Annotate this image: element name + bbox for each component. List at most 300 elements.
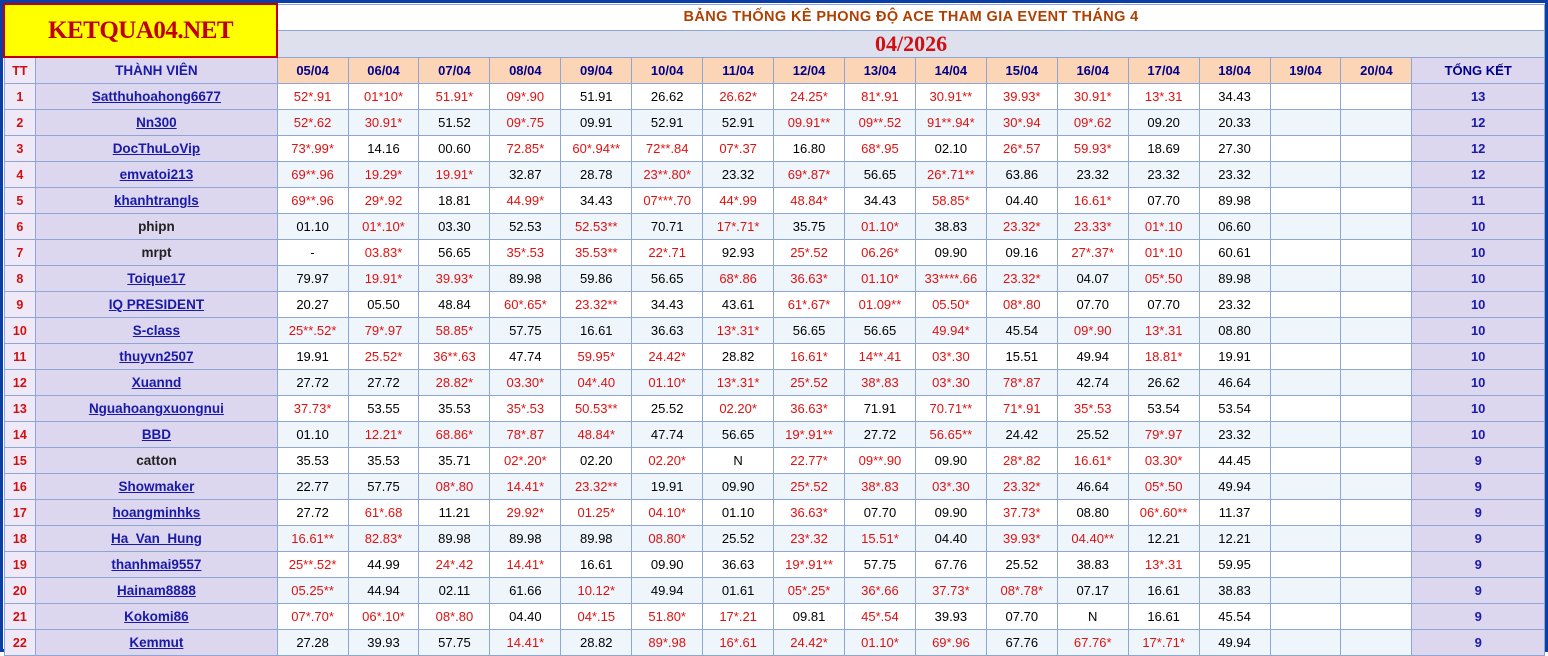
result-cell: 02.10 xyxy=(915,136,986,162)
result-cell: 23**.80* xyxy=(632,162,703,188)
row-index: 8 xyxy=(4,266,36,292)
result-cell: 20.33 xyxy=(1199,110,1270,136)
member-name[interactable]: Ha_Van_Hung xyxy=(36,526,277,552)
table-row xyxy=(4,474,1545,500)
result-cell: 47.74 xyxy=(490,344,561,370)
result-cell: 08.80* xyxy=(632,526,703,552)
result-cell: 34.43 xyxy=(561,188,632,214)
result-cell: 68.86* xyxy=(419,422,490,448)
table-row xyxy=(4,162,1545,188)
member-name[interactable]: IQ PRESIDENT xyxy=(36,292,277,318)
result-cell: 48.84* xyxy=(774,188,845,214)
result-cell: 18.69 xyxy=(1128,136,1199,162)
result-cell: 01.25* xyxy=(561,500,632,526)
row-total: 9 xyxy=(1412,630,1545,656)
result-cell: 25.52 xyxy=(632,396,703,422)
result-cell: 13*.31 xyxy=(1128,84,1199,110)
row-index: 21 xyxy=(4,604,36,630)
result-cell: 51.91 xyxy=(561,84,632,110)
column-header-3[interactable]: 06/04 xyxy=(348,57,419,84)
result-cell: 09*.62 xyxy=(1057,110,1128,136)
member-name[interactable]: Xuannd xyxy=(36,370,277,396)
result-cell: 03.30 xyxy=(419,214,490,240)
result-cell: 39.93 xyxy=(348,630,419,656)
result-cell: 53.55 xyxy=(348,396,419,422)
row-total: 12 xyxy=(1412,110,1545,136)
result-cell: 28.82 xyxy=(561,630,632,656)
result-cell xyxy=(1270,604,1341,630)
result-cell: 19.91 xyxy=(1199,344,1270,370)
result-cell: 25**.52* xyxy=(277,552,348,578)
row-index: 11 xyxy=(4,344,36,370)
column-header-11[interactable]: 14/04 xyxy=(915,57,986,84)
result-cell: 09.91 xyxy=(561,110,632,136)
result-cell: 68*.86 xyxy=(703,266,774,292)
result-cell: 69*.96 xyxy=(915,630,986,656)
result-cell: 35.75 xyxy=(774,214,845,240)
row-index: 13 xyxy=(4,396,36,422)
result-cell: 45.54 xyxy=(986,318,1057,344)
result-cell xyxy=(1270,84,1341,110)
result-cell: 38*.83 xyxy=(845,474,916,500)
result-cell: 23.32 xyxy=(1199,292,1270,318)
report-month: 04/2026 xyxy=(277,30,1544,57)
result-cell: 01.10* xyxy=(845,266,916,292)
result-cell: 27.72 xyxy=(277,370,348,396)
result-cell: 12.21* xyxy=(348,422,419,448)
column-header-10[interactable]: 13/04 xyxy=(845,57,916,84)
result-cell: 28.82* xyxy=(419,370,490,396)
result-cell: 44.99 xyxy=(348,552,419,578)
table-row xyxy=(4,526,1545,552)
column-header-16[interactable]: 19/04 xyxy=(1270,57,1341,84)
result-cell: 22*.71 xyxy=(632,240,703,266)
member-name[interactable]: Kemmut xyxy=(36,630,277,656)
table-row xyxy=(4,266,1545,292)
result-cell: 58.85* xyxy=(915,188,986,214)
result-cell: 01.10* xyxy=(845,630,916,656)
result-cell xyxy=(1341,110,1412,136)
result-cell: 23.32 xyxy=(703,162,774,188)
result-cell: 57.75 xyxy=(845,552,916,578)
result-cell: 89*.98 xyxy=(632,630,703,656)
row-total: 10 xyxy=(1412,266,1545,292)
result-cell: 29.92* xyxy=(490,500,561,526)
result-cell: N xyxy=(703,448,774,474)
result-cell: 37.73* xyxy=(277,396,348,422)
result-cell: 25.52 xyxy=(1057,422,1128,448)
member-name[interactable]: khanhtrangls xyxy=(36,188,277,214)
result-cell: 07.70 xyxy=(845,500,916,526)
result-cell: 49.94 xyxy=(1057,344,1128,370)
result-cell: 16*.61 xyxy=(703,630,774,656)
result-cell: 82.83* xyxy=(348,526,419,552)
result-cell: 35.53** xyxy=(561,240,632,266)
result-cell: 38.83 xyxy=(1199,578,1270,604)
result-cell: 27.72 xyxy=(348,370,419,396)
result-cell xyxy=(1270,474,1341,500)
table-row xyxy=(4,318,1545,344)
member-name[interactable]: thanhmai9557 xyxy=(36,552,277,578)
result-cell xyxy=(1270,396,1341,422)
result-cell: 04.40 xyxy=(490,604,561,630)
result-cell: 15.51 xyxy=(986,344,1057,370)
member-name[interactable]: thuyvn2507 xyxy=(36,344,277,370)
result-cell: 23.33* xyxy=(1057,214,1128,240)
result-cell xyxy=(1270,578,1341,604)
result-cell: 14.41* xyxy=(490,552,561,578)
member-name[interactable]: S-class xyxy=(36,318,277,344)
result-cell: 28.82 xyxy=(703,344,774,370)
table-row xyxy=(4,214,1545,240)
member-name[interactable]: phipn xyxy=(36,214,277,240)
result-cell: 16.61** xyxy=(277,526,348,552)
result-cell: 05*.50 xyxy=(1128,266,1199,292)
row-index: 22 xyxy=(4,630,36,656)
result-cell: 07.70 xyxy=(1128,292,1199,318)
result-cell: 79.97 xyxy=(277,266,348,292)
result-cell: 09*.75 xyxy=(490,110,561,136)
result-cell: 50.53** xyxy=(561,396,632,422)
result-cell: 46.64 xyxy=(1057,474,1128,500)
result-cell: 11.21 xyxy=(419,500,490,526)
result-cell xyxy=(1270,188,1341,214)
result-cell: 45.54 xyxy=(1199,604,1270,630)
result-cell: 53.54 xyxy=(1199,396,1270,422)
result-cell: 56.65 xyxy=(774,318,845,344)
column-header-9[interactable]: 12/04 xyxy=(774,57,845,84)
result-cell: 37.73* xyxy=(986,500,1057,526)
result-cell xyxy=(1341,84,1412,110)
result-cell: 35*.53 xyxy=(490,240,561,266)
result-cell: 09.81 xyxy=(774,604,845,630)
result-cell: 01*.10 xyxy=(1128,240,1199,266)
table-row xyxy=(4,84,1545,110)
member-name[interactable]: Hainam8888 xyxy=(36,578,277,604)
row-total: 10 xyxy=(1412,292,1545,318)
result-cell: 60*.94** xyxy=(561,136,632,162)
column-header-14[interactable]: 17/04 xyxy=(1128,57,1199,84)
row-total: 12 xyxy=(1412,162,1545,188)
row-total: 9 xyxy=(1412,526,1545,552)
result-cell: 23.32* xyxy=(986,266,1057,292)
result-cell xyxy=(1270,422,1341,448)
row-index: 15 xyxy=(4,448,36,474)
result-cell xyxy=(1341,422,1412,448)
member-name[interactable]: Toique17 xyxy=(36,266,277,292)
result-cell: 67.76 xyxy=(915,552,986,578)
result-cell: 79*.97 xyxy=(1128,422,1199,448)
result-cell: 49.94 xyxy=(1199,630,1270,656)
result-cell: 56.65 xyxy=(845,318,916,344)
result-cell: 13*.31 xyxy=(1128,318,1199,344)
column-header-15[interactable]: 18/04 xyxy=(1199,57,1270,84)
member-name[interactable]: hoangminhks xyxy=(36,500,277,526)
result-cell: 51.52 xyxy=(419,110,490,136)
result-cell: 45*.54 xyxy=(845,604,916,630)
result-cell: 13*.31* xyxy=(703,318,774,344)
column-header-13[interactable]: 16/04 xyxy=(1057,57,1128,84)
result-cell: 78*.87 xyxy=(490,422,561,448)
result-cell: 16.61 xyxy=(1128,578,1199,604)
result-cell: 24.25* xyxy=(774,84,845,110)
row-total: 10 xyxy=(1412,396,1545,422)
column-header-4[interactable]: 07/04 xyxy=(419,57,490,84)
member-name[interactable]: emvatoi213 xyxy=(36,162,277,188)
result-cell: 11.37 xyxy=(1199,500,1270,526)
result-cell: - xyxy=(277,240,348,266)
result-cell: 34.43 xyxy=(632,292,703,318)
result-cell: 61*.68 xyxy=(348,500,419,526)
result-cell: 51.80* xyxy=(632,604,703,630)
result-cell: 06.26* xyxy=(845,240,916,266)
result-cell: 27.30 xyxy=(1199,136,1270,162)
result-cell: 49.94* xyxy=(915,318,986,344)
result-cell: 17*.71* xyxy=(1128,630,1199,656)
row-total: 9 xyxy=(1412,552,1545,578)
column-header-8[interactable]: 11/04 xyxy=(703,57,774,84)
table-row xyxy=(4,240,1545,266)
result-cell: 58.85* xyxy=(419,318,490,344)
result-cell xyxy=(1270,344,1341,370)
result-cell: 08.80 xyxy=(1057,500,1128,526)
result-cell: 08*.80 xyxy=(986,292,1057,318)
result-cell: 09.16 xyxy=(986,240,1057,266)
result-cell: 04.40** xyxy=(1057,526,1128,552)
result-cell: 17*.21 xyxy=(703,604,774,630)
result-cell: 89.98 xyxy=(1199,188,1270,214)
row-index: 14 xyxy=(4,422,36,448)
result-cell: 01*.10* xyxy=(348,214,419,240)
result-cell: 12.21 xyxy=(1128,526,1199,552)
result-cell: 72.85* xyxy=(490,136,561,162)
result-cell: 09*.90 xyxy=(1057,318,1128,344)
result-cell: 09.90 xyxy=(703,474,774,500)
result-cell: 26.62 xyxy=(632,84,703,110)
column-header-5[interactable]: 08/04 xyxy=(490,57,561,84)
result-cell: 03*.30 xyxy=(915,344,986,370)
result-cell: 36.63* xyxy=(774,500,845,526)
column-header-12[interactable]: 15/04 xyxy=(986,57,1057,84)
result-cell: 25.52 xyxy=(986,552,1057,578)
result-cell xyxy=(1341,396,1412,422)
result-cell: 01.10 xyxy=(277,214,348,240)
row-index: 4 xyxy=(4,162,36,188)
result-cell: 38*.83 xyxy=(845,370,916,396)
result-cell: 03.83* xyxy=(348,240,419,266)
member-name[interactable]: Nn300 xyxy=(36,110,277,136)
member-name[interactable]: Kokomi86 xyxy=(36,604,277,630)
result-cell: 14.16 xyxy=(348,136,419,162)
result-cell: 25*.52 xyxy=(774,370,845,396)
row-index: 18 xyxy=(4,526,36,552)
result-cell xyxy=(1270,240,1341,266)
result-cell: 29*.92 xyxy=(348,188,419,214)
result-cell xyxy=(1270,292,1341,318)
result-cell: 30.91** xyxy=(915,84,986,110)
member-name[interactable]: DocThuLoVip xyxy=(36,136,277,162)
column-header-0[interactable]: TT xyxy=(4,57,36,84)
result-cell: 07*.70* xyxy=(277,604,348,630)
table-row xyxy=(4,344,1545,370)
result-cell xyxy=(1341,292,1412,318)
result-cell: 19*.91** xyxy=(774,422,845,448)
result-cell: 19.91* xyxy=(348,266,419,292)
column-header-18[interactable]: TỔNG KẾT xyxy=(1412,57,1545,84)
result-cell: 23.32 xyxy=(1199,162,1270,188)
row-index: 10 xyxy=(4,318,36,344)
result-cell: 23.32 xyxy=(1199,422,1270,448)
result-cell: 70.71 xyxy=(632,214,703,240)
result-cell: 16.61* xyxy=(1057,448,1128,474)
row-index: 17 xyxy=(4,500,36,526)
column-header-1[interactable]: THÀNH VIÊN xyxy=(36,57,277,84)
result-cell: 72**.84 xyxy=(632,136,703,162)
result-cell: 79*.97 xyxy=(348,318,419,344)
result-cell: 14**.41 xyxy=(845,344,916,370)
result-cell xyxy=(1270,370,1341,396)
result-cell: 03*.30 xyxy=(915,474,986,500)
result-cell: 92.93 xyxy=(703,240,774,266)
result-cell: 22.77 xyxy=(277,474,348,500)
result-cell: 81*.91 xyxy=(845,84,916,110)
result-cell: 24.42* xyxy=(632,344,703,370)
result-cell: 36.63* xyxy=(774,266,845,292)
result-cell: 07***.70 xyxy=(632,188,703,214)
result-cell: 35.71 xyxy=(419,448,490,474)
result-cell: 23.32* xyxy=(986,474,1057,500)
result-cell: 04*.15 xyxy=(561,604,632,630)
result-cell: 89.98 xyxy=(490,526,561,552)
result-cell xyxy=(1341,370,1412,396)
result-cell: 38.83 xyxy=(1057,552,1128,578)
result-cell: 67.76 xyxy=(986,630,1057,656)
result-cell: 16.80 xyxy=(774,136,845,162)
result-cell: 39.93* xyxy=(986,526,1057,552)
result-cell xyxy=(1270,136,1341,162)
result-cell: 08*.80 xyxy=(419,604,490,630)
result-cell: 59.93* xyxy=(1057,136,1128,162)
row-index: 16 xyxy=(4,474,36,500)
member-name[interactable]: catton xyxy=(36,448,277,474)
row-total: 9 xyxy=(1412,578,1545,604)
result-cell xyxy=(1270,162,1341,188)
result-cell: 39.93 xyxy=(915,604,986,630)
result-cell: 73*.99* xyxy=(277,136,348,162)
result-cell: 68*.95 xyxy=(845,136,916,162)
result-cell: 16.61 xyxy=(1128,604,1199,630)
result-cell: 03*.30 xyxy=(915,370,986,396)
result-cell xyxy=(1341,136,1412,162)
member-name[interactable]: mrpt xyxy=(36,240,277,266)
column-header-6[interactable]: 09/04 xyxy=(561,57,632,84)
member-name[interactable]: Showmaker xyxy=(36,474,277,500)
result-cell xyxy=(1270,500,1341,526)
result-cell: 19*.91** xyxy=(774,552,845,578)
table-row xyxy=(4,370,1545,396)
row-index: 3 xyxy=(4,136,36,162)
result-cell: 09.90 xyxy=(632,552,703,578)
result-cell: 25*.52 xyxy=(774,240,845,266)
column-header-7[interactable]: 10/04 xyxy=(632,57,703,84)
result-cell: 56.65** xyxy=(915,422,986,448)
result-cell xyxy=(1341,500,1412,526)
result-cell: 03.30* xyxy=(490,370,561,396)
table-row xyxy=(4,552,1545,578)
result-cell: 27.28 xyxy=(277,630,348,656)
result-cell: 71.91 xyxy=(845,396,916,422)
result-cell: 57.75 xyxy=(419,630,490,656)
result-cell: 09**.52 xyxy=(845,110,916,136)
result-cell: 12.21 xyxy=(1199,526,1270,552)
table-row xyxy=(4,292,1545,318)
column-header-2[interactable]: 05/04 xyxy=(277,57,348,84)
result-cell: 22.77* xyxy=(774,448,845,474)
result-cell: 44.99* xyxy=(490,188,561,214)
result-cell xyxy=(1341,578,1412,604)
result-cell: 44.94 xyxy=(348,578,419,604)
member-name[interactable]: BBD xyxy=(36,422,277,448)
row-total: 9 xyxy=(1412,500,1545,526)
result-cell: 14.41* xyxy=(490,630,561,656)
result-cell: 47.74 xyxy=(632,422,703,448)
result-cell: 09.20 xyxy=(1128,110,1199,136)
result-cell: 33****.66 xyxy=(915,266,986,292)
result-cell: 07*.37 xyxy=(703,136,774,162)
table-row xyxy=(4,188,1545,214)
result-cell: 04.40 xyxy=(986,188,1057,214)
result-cell: 27.72 xyxy=(277,500,348,526)
result-cell xyxy=(1341,318,1412,344)
result-cell: 49.94 xyxy=(1199,474,1270,500)
result-cell: 60*.65* xyxy=(490,292,561,318)
result-cell: 19.29* xyxy=(348,162,419,188)
result-cell: 52.53 xyxy=(490,214,561,240)
result-cell: 59.95* xyxy=(561,344,632,370)
member-name[interactable]: Nguahoangxuongnui xyxy=(36,396,277,422)
result-cell xyxy=(1341,448,1412,474)
result-cell: 13*.31* xyxy=(703,370,774,396)
result-cell: 17*.71* xyxy=(703,214,774,240)
site-logo[interactable] xyxy=(4,4,277,57)
result-cell xyxy=(1341,266,1412,292)
row-total: 11 xyxy=(1412,188,1545,214)
result-cell: 27.72 xyxy=(845,422,916,448)
result-cell xyxy=(1341,344,1412,370)
result-cell: 26*.71** xyxy=(915,162,986,188)
row-index: 1 xyxy=(4,84,36,110)
result-cell: 19.91 xyxy=(277,344,348,370)
result-cell: 34.43 xyxy=(845,188,916,214)
site-logo-text: KETQUA04.NET xyxy=(48,16,234,44)
table-row xyxy=(4,500,1545,526)
result-cell: 42.74 xyxy=(1057,370,1128,396)
result-cell: 24.42 xyxy=(986,422,1057,448)
result-cell xyxy=(1270,448,1341,474)
result-cell: 57.75 xyxy=(490,318,561,344)
row-index: 2 xyxy=(4,110,36,136)
result-cell: 01.10* xyxy=(632,370,703,396)
result-cell: 25**.52* xyxy=(277,318,348,344)
result-cell: 36.63 xyxy=(632,318,703,344)
result-cell: 89.98 xyxy=(1199,266,1270,292)
result-cell xyxy=(1341,188,1412,214)
column-header-17[interactable]: 20/04 xyxy=(1341,57,1412,84)
result-cell: 30*.94 xyxy=(986,110,1057,136)
result-cell: 35*.53 xyxy=(490,396,561,422)
result-cell: 09.91** xyxy=(774,110,845,136)
member-name[interactable]: Satthuhoahong6677 xyxy=(36,84,277,110)
